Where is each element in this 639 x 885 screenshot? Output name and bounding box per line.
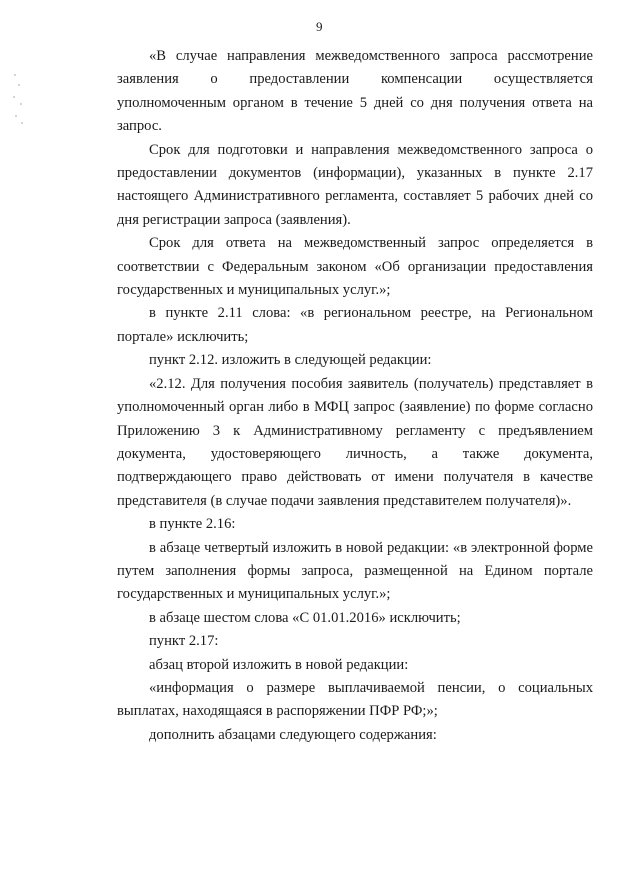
paragraph-clause-2-17: пункт 2.17: (149, 633, 219, 650)
paragraph-request-preparation-term: Срок для подготовки и направления межведомственного запроса о предоставлении документов (информации), указанных в пункте 2.17 настоящего Административного регламента, составляет 5 рабочих дней со дня регистрации запроса (заявления). (117, 141, 593, 228)
paragraph-clause-2-17-second: абзац второй изложить в новой редакции: (149, 656, 409, 673)
scan-artifact (12, 70, 26, 130)
paragraph-supplement: дополнить абзацами следующего содержания: (149, 726, 437, 743)
paragraph-interagency-request-review: «В случае направления межведомственного запроса рассмотрение заявления о предоставлении компенсации осуществляется уполномоченным органом в течение 5 дней со дня получения ответа на запрос. (117, 48, 593, 135)
page-number: 9 (316, 19, 323, 34)
paragraph-clause-2-12-text: «2.12. Для получения пособия заявитель (получатель) представляет в уполномоченный орган либо в МФЦ запрос (заявление) по форме согласно Приложению 3 к Административному регламенту с предъявлением документа, удостоверяющего личность, а также документа, подтверждающего право действовать от имени получателя в качестве представителя (в случае подачи заявления представителем получателя)». (117, 375, 593, 509)
paragraph-pension-info: «информация о размере выплачиваемой пенсии, о социальных выплатах, находящаяся в распоряжении ПФР РФ;»; (117, 679, 593, 720)
paragraph-response-term: Срок для ответа на межведомственный запрос определяется в соответствии с Федеральным законом «Об организации предоставления государственных и муниципальных услуг.»; (117, 235, 593, 299)
document-body (117, 45, 593, 747)
paragraph-clause-2-16: в пункте 2.16: (149, 516, 236, 533)
paragraph-clause-2-11: в пункте 2.11 слова: «в региональном реестре, на Региональном портале» исключить; (117, 305, 593, 345)
paragraph-clause-2-16-sixth: в абзаце шестом слова «С 01.01.2016» исключить; (149, 609, 461, 626)
paragraph-clause-2-12-intro: пункт 2.12. изложить в следующей редакции: (149, 352, 432, 369)
paragraph-clause-2-16-fourth: в абзаце четвертый изложить в новой редакции: «в электронной форме путем заполнения формы запроса, размещенной на Едином портале государственных и муниципальных услуг.»; (117, 539, 593, 603)
